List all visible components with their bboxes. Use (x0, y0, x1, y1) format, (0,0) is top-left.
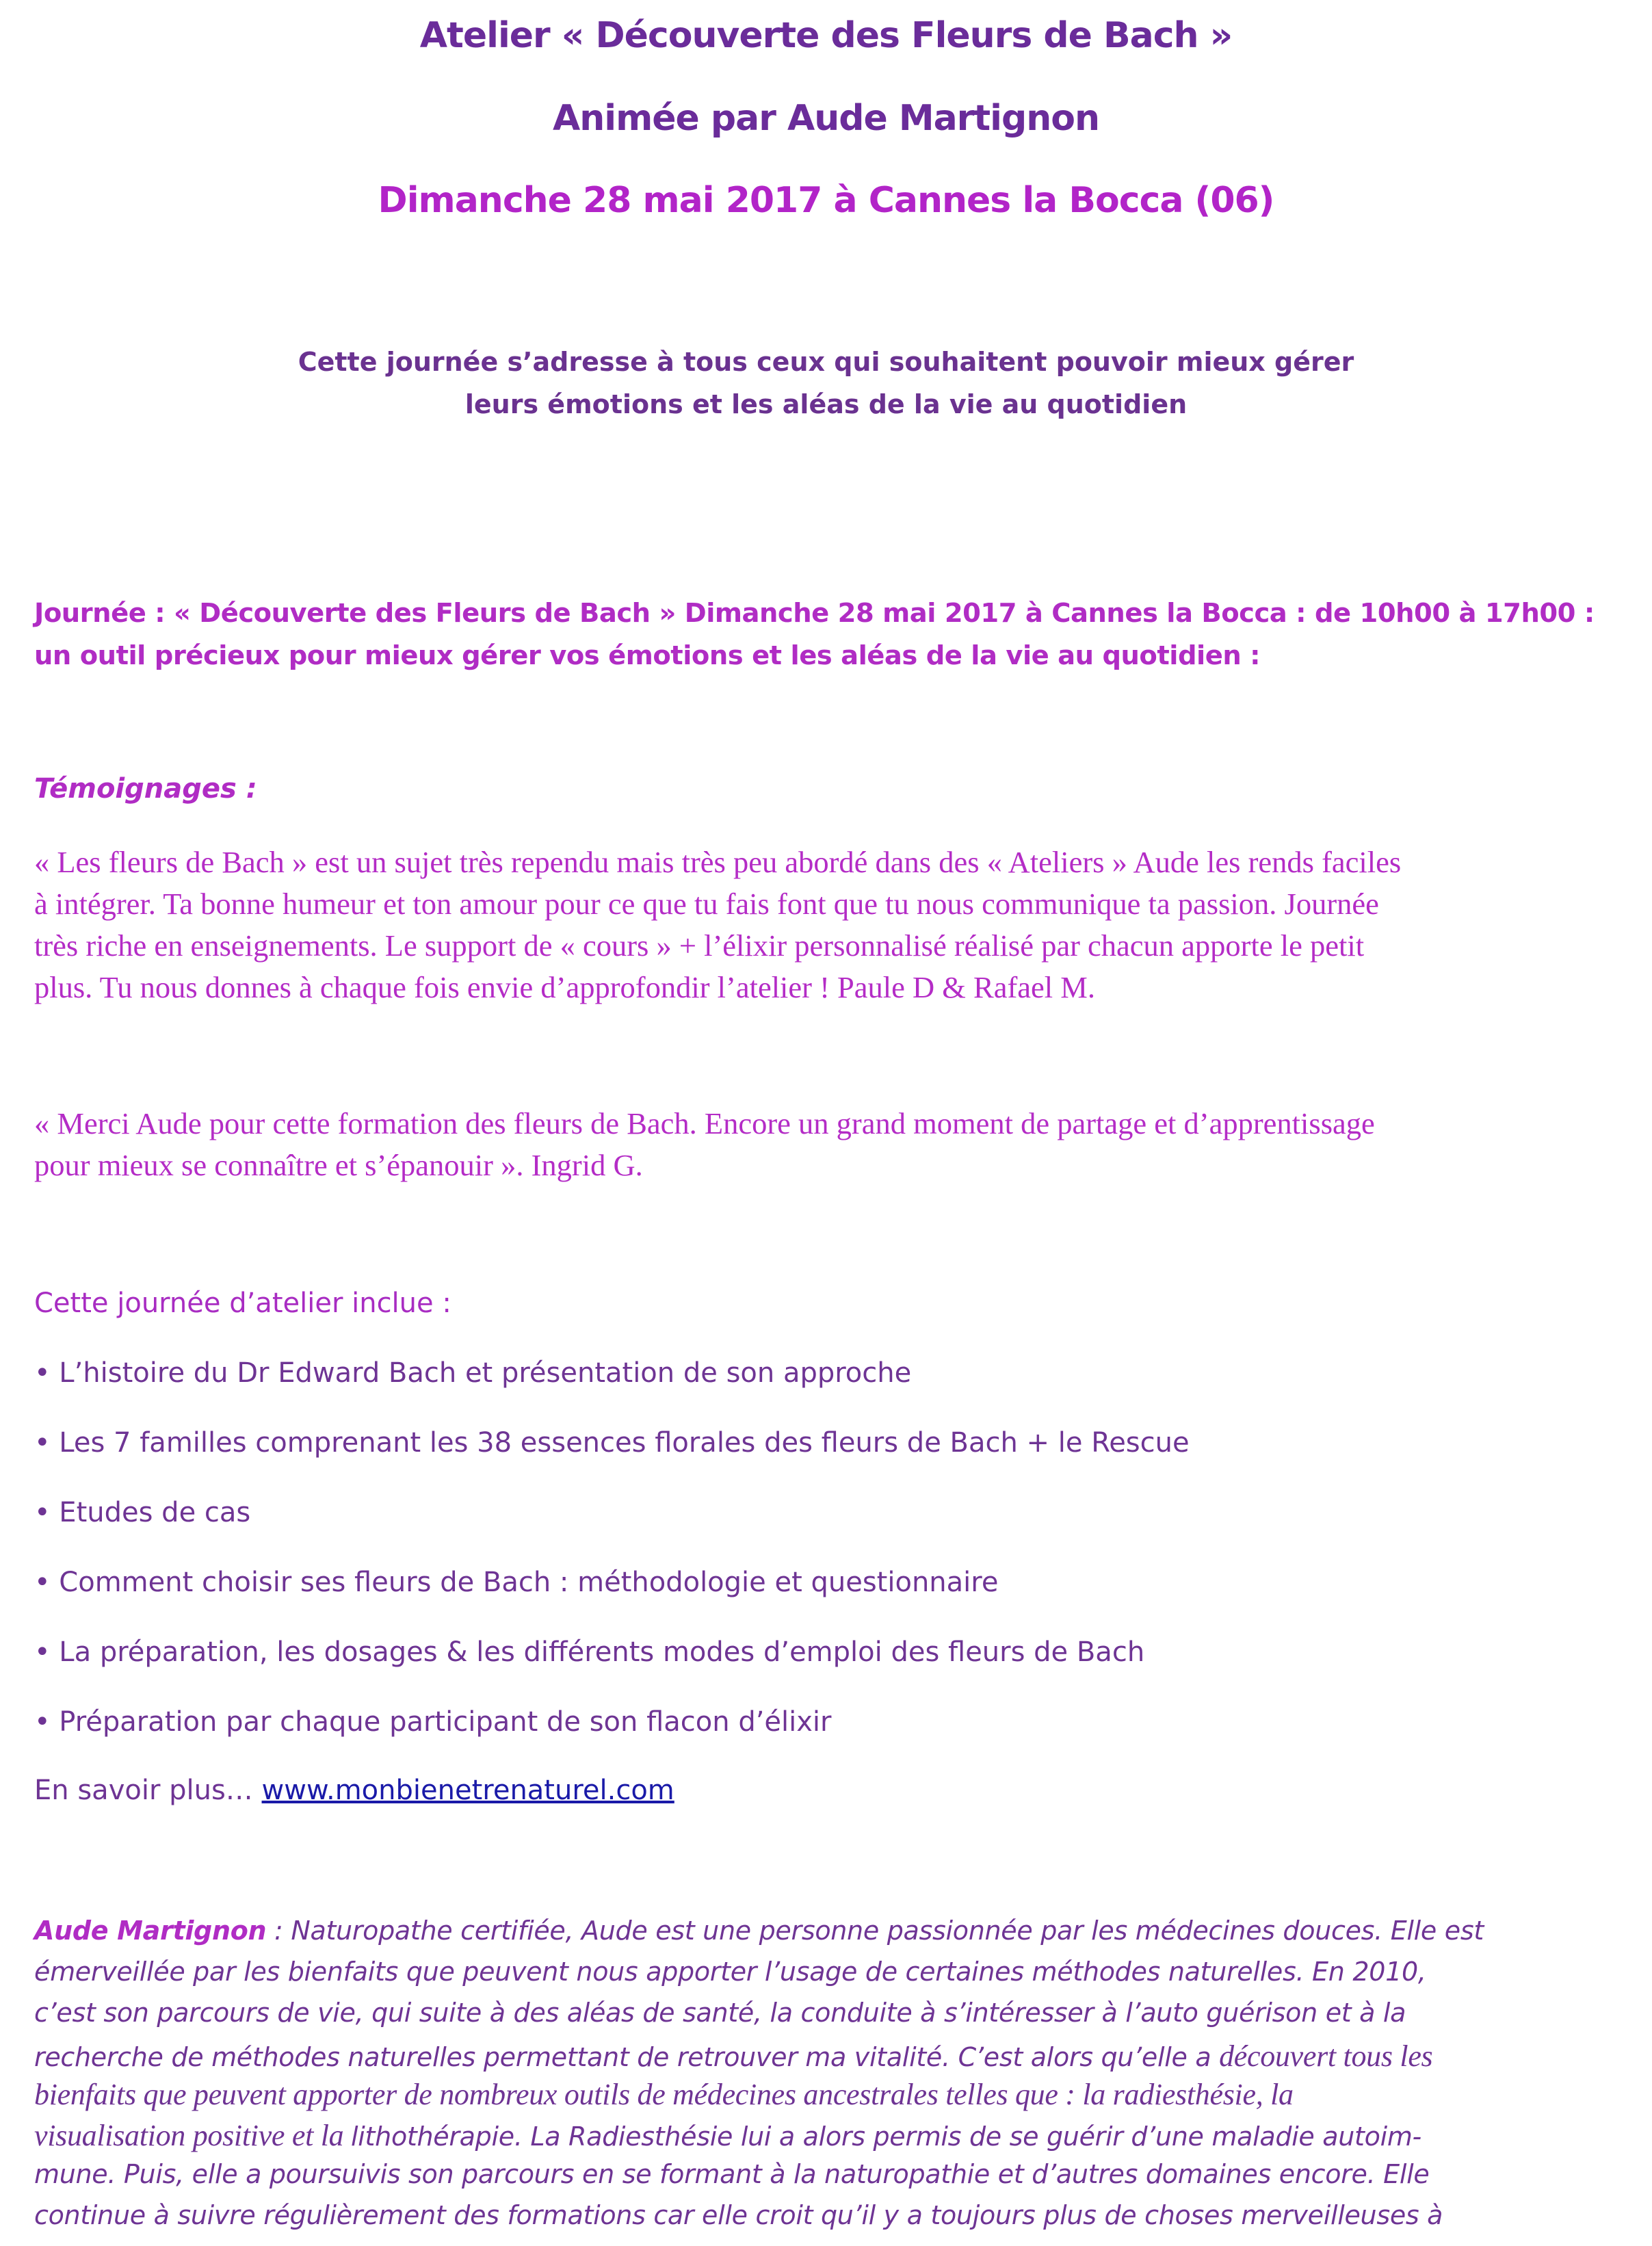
testimonial-1-line-3: très riche en enseignements. Le support de « cours » + l’élixir personnalisé réalisé par chacun apporte le petit (34, 928, 1365, 963)
website-link[interactable]: www.monbienetrenaturel.com (261, 1775, 674, 1806)
bio-text: lithothérapie. La Radiesthésie lui a alors permis de se guérir d’une maladie autoim- (351, 2121, 1421, 2152)
bio-text: : Naturopathe certifiée, Aude est une personne passionnée par les médecines douces. Elle est (266, 1916, 1484, 1946)
program-item: • Etudes de cas (34, 1497, 251, 1528)
bio-text-serif: découvert tous les (1219, 2039, 1433, 2073)
bio-line-6 (34, 2118, 1421, 2153)
page-title: Atelier « Découverte des Fleurs de Bach » (419, 15, 1233, 56)
bio-text: recherche de méthodes naturelles permettant de retrouver ma vitalité. C’est alors qu’elle a (34, 2042, 1220, 2072)
program-item: • Comment choisir ses fleurs de Bach : méthodologie et questionnaire (34, 1567, 999, 1598)
program-item: • L’histoire du Dr Edward Bach et présentation de son approche (34, 1357, 912, 1389)
more-info-label: En savoir plus… (34, 1775, 262, 1806)
bio-name: Aude Martignon (34, 1916, 267, 1946)
page-subtitle: Animée par Aude Martignon (553, 98, 1099, 139)
more-info (34, 1775, 674, 1806)
bio-line-3: c’est son parcours de vie, qui suite à des aléas de santé, la conduite à s’intéresser à l’auto guérison et à la (34, 1998, 1406, 2028)
bio-text-serif: visualisation positive et la (34, 2119, 352, 2152)
program-intro: Cette journée d’atelier inclue : (34, 1288, 451, 1319)
testimonial-1-line-2: à intégrer. Ta bonne humeur et ton amour pour ce que tu fais font que tu nous communique ta passion. Journée (34, 887, 1379, 921)
program-item: • Les 7 familles comprenant les 38 essences florales des fleurs de Bach + le Rescue (34, 1427, 1190, 1459)
testimonials-heading: Témoignages : (34, 773, 257, 805)
journee-line-1: Journée : « Découverte des Fleurs de Bach » Dimanche 28 mai 2017 à Cannes la Bocca : de 10h00 à 17h00 : (34, 598, 1595, 629)
program-item: • Préparation par chaque participant de son flacon d’élixir (34, 1706, 832, 1738)
event-date: Dimanche 28 mai 2017 à Cannes la Bocca (06) (378, 180, 1274, 221)
program-item: • La préparation, les dosages & les différents modes d’emploi des fleurs de Bach (34, 1636, 1145, 1668)
bio-line-8: continue à suivre régulièrement des formations car elle croit qu’il y a toujours plus de choses merveilleuses à (34, 2200, 1443, 2230)
bio-line-2: émerveillée par les bienfaits que peuvent nous apporter l’usage de certaines méthodes naturelles. En 2010, (34, 1957, 1426, 1987)
bio-line-4 (34, 2039, 1432, 2074)
testimonial-1-line-4: plus. Tu nous donnes à chaque fois envie d’approfondir l’atelier ! Paule D & Rafael M. (34, 970, 1095, 1004)
bio-line-5: bienfaits que peuvent apporter de nombreux outils de médecines ancestrales telles que : la radiesthésie, la (34, 2078, 1294, 2111)
bio-line-1 (34, 1916, 1484, 1946)
testimonial-1-line-1: « Les fleurs de Bach » est un sujet très rependu mais très peu abordé dans des « Ateliers » Aude les rends faciles (34, 845, 1402, 879)
journee-line-2: un outil précieux pour mieux gérer vos émotions et les aléas de la vie au quotidien : (34, 640, 1261, 671)
bio-line-7: mune. Puis, elle a poursuivis son parcours en se formant à la naturopathie et d’autres domaines encore. Elle (34, 2159, 1430, 2189)
intro-line-1: Cette journée s’adresse à tous ceux qui souhaitent pouvoir mieux gérer (298, 347, 1354, 377)
testimonial-2-line-2: pour mieux se connaître et s’épanouir ». Ingrid G. (34, 1148, 643, 1182)
intro-line-2: leurs émotions et les aléas de la vie au quotidien (464, 389, 1188, 419)
testimonial-2-line-1: « Merci Aude pour cette formation des fleurs de Bach. Encore un grand moment de partage et d’apprentissage (34, 1106, 1375, 1140)
